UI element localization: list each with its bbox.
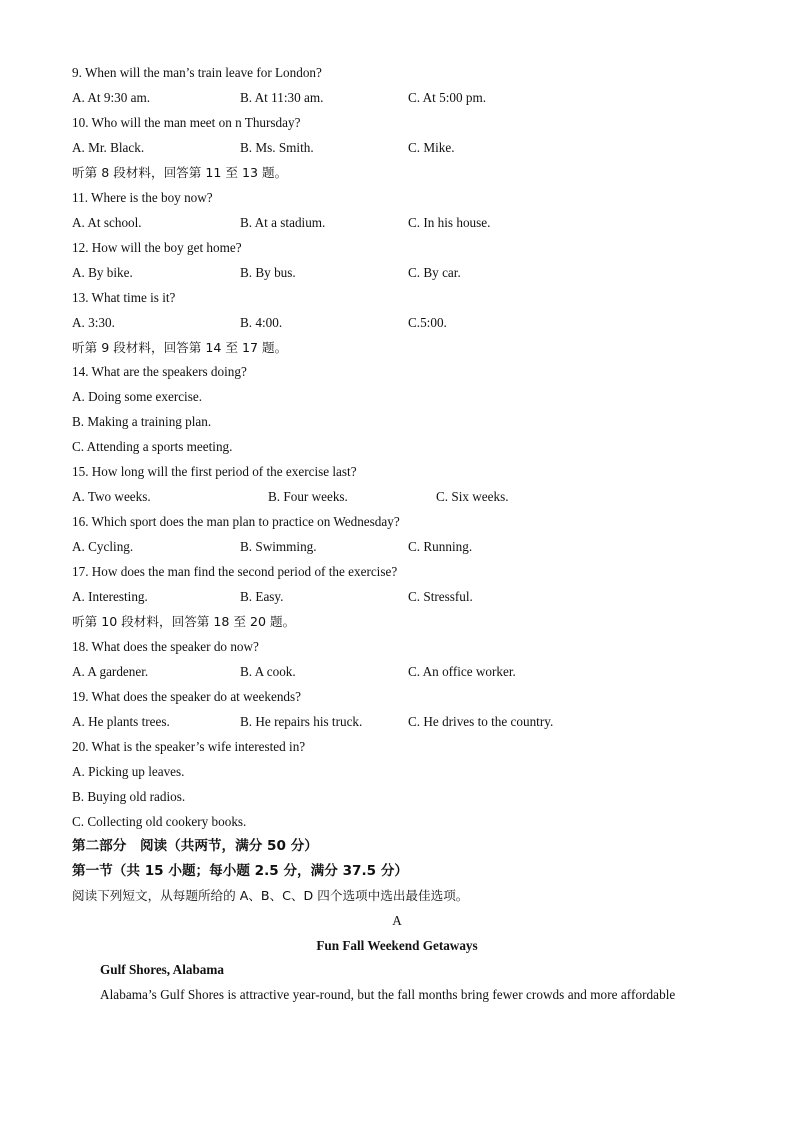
option-c: C. Attending a sports meeting. <box>72 439 233 454</box>
option-b: B. Ms. Smith. <box>240 140 314 155</box>
question-11 <box>72 187 213 209</box>
option-a: A. Interesting. <box>72 589 148 604</box>
option-b: B. Four weeks. <box>268 489 348 504</box>
option-b: B. At 11:30 am. <box>240 90 324 105</box>
option-a: A. Cycling. <box>72 539 134 554</box>
section-10-instruction: 听第 10 段材料，回答第 18 至 20 题。 <box>72 614 296 629</box>
option-a: A. Mr. Black. <box>72 140 145 155</box>
question-18: 18. What does the speaker do now? <box>72 639 259 654</box>
option-b: B. Easy. <box>240 589 284 604</box>
option-c: C. He drives to the country. <box>408 714 554 729</box>
option-c: C. Stressful. <box>408 589 473 604</box>
passage-subheading: Gulf Shores, Alabama <box>100 962 224 977</box>
option-a: A. He plants trees. <box>72 714 170 729</box>
option-a: A. A gardener. <box>72 664 149 679</box>
section-8-instruction: 听第 8 段材料，回答第 11 至 13 题。 <box>72 165 288 180</box>
option-c: C. Six weeks. <box>436 489 509 504</box>
option-b: B. Buying old radios. <box>72 789 186 804</box>
question-text: 11. Where is the boy now? <box>72 190 213 205</box>
question-20: 20. What is the speaker’s wife interested in? <box>72 739 306 754</box>
option-b: B. Swimming. <box>240 539 317 554</box>
question-19: 19. What does the speaker do at weekends? <box>72 689 301 704</box>
question-17: 17. How does the man find the second period of the exercise? <box>72 564 398 579</box>
option-b: B. 4:00. <box>240 315 283 330</box>
question-text: 9. When will the man’s train leave for London? <box>72 65 322 80</box>
option-c: C. At 5:00 pm. <box>408 90 487 105</box>
question-14: 14. What are the speakers doing? <box>72 364 247 379</box>
option-a: A. At 9:30 am. <box>72 90 151 105</box>
question-15: 15. How long will the first period of the exercise last? <box>72 464 357 479</box>
question-13 <box>72 287 175 309</box>
option-b: B. A cook. <box>240 664 296 679</box>
option-a: A. 3:30. <box>72 315 115 330</box>
option-b: B. Making a training plan. <box>72 414 212 429</box>
question-9 <box>72 62 322 84</box>
option-b: B. By bus. <box>240 265 296 280</box>
passage-letter: A <box>392 913 402 928</box>
option-a: A. Doing some exercise. <box>72 389 203 404</box>
option-a: A. At school. <box>72 215 142 230</box>
part-2-section-1-title: 第一节（共 15 小题；每小题 2.5 分，满分 37.5 分） <box>72 863 409 879</box>
reading-instructions: 阅读下列短文，从每题所给的 A、B、C、D 四个选项中选出最佳选项。 <box>72 888 469 903</box>
passage-paragraph: Alabama’s Gulf Shores is attractive year-round, but the fall months bring fewer crowds and more affordable <box>100 987 676 1002</box>
option-a: A. By bike. <box>72 265 133 280</box>
option-a: A. Two weeks. <box>72 489 151 504</box>
question-16: 16. Which sport does the man plan to practice on Wednesday? <box>72 514 400 529</box>
option-b: B. At a stadium. <box>240 215 326 230</box>
option-c: C. Running. <box>408 539 473 554</box>
section-9-instruction: 听第 9 段材料，回答第 14 至 17 题。 <box>72 340 288 355</box>
option-c: C. By car. <box>408 265 461 280</box>
passage-title: Fun Fall Weekend Getaways <box>316 938 478 953</box>
option-c: C.5:00. <box>408 315 447 330</box>
option-c: C. An office worker. <box>408 664 516 679</box>
question-text: 10. Who will the man meet on n Thursday? <box>72 115 301 130</box>
question-text: 13. What time is it? <box>72 290 176 305</box>
option-c: C. Mike. <box>408 140 455 155</box>
option-a: A. Picking up leaves. <box>72 764 185 779</box>
option-c: C. In his house. <box>408 215 491 230</box>
part-2-title: 第二部分 阅读（共两节，满分 50 分） <box>72 838 318 854</box>
option-c: C. Collecting old cookery books. <box>72 814 247 829</box>
question-text: 12. How will the boy get home? <box>72 240 242 255</box>
option-b: B. He repairs his truck. <box>240 714 363 729</box>
question-12 <box>72 237 242 259</box>
question-10 <box>72 112 300 134</box>
